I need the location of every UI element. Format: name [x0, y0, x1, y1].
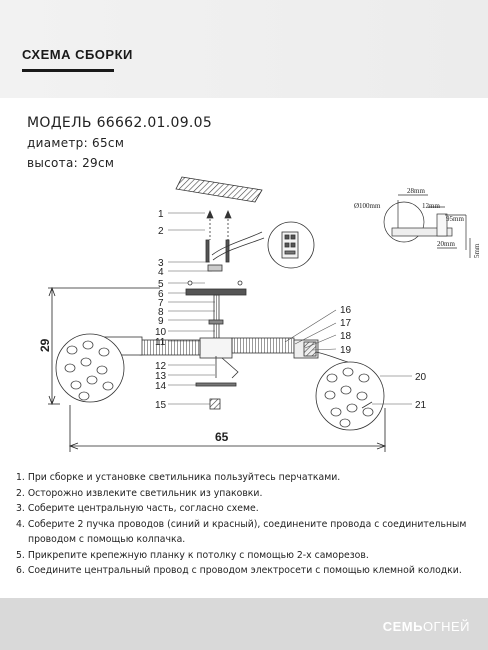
- width-dimension: 65: [215, 430, 229, 444]
- page-title: СХЕМА СБОРКИ: [22, 47, 133, 62]
- part-5: 5: [158, 279, 164, 290]
- brand-logo: [383, 619, 470, 634]
- instruction-item: 4. Соберите 2 пучка проводов (синий и красный), соединените провода с соединительным: [16, 518, 467, 530]
- instruction-item: 6. Соедините центральный провод с проводом электросети с помощью клемной колодки.: [16, 565, 462, 576]
- instruction-item: 5. Прикрепите крепежную планку к потолку с помощью 2-х саморезов.: [16, 549, 369, 561]
- right-arm: [232, 338, 384, 430]
- instruction-item: 3. Соберите центральную часть, согласно схеме.: [16, 503, 259, 514]
- model-label: МОДЕЛЬ 66662.01.09.05: [27, 115, 213, 131]
- height-dimension: 29: [38, 338, 52, 352]
- part-1: 1: [158, 209, 164, 220]
- part-11: 11: [155, 337, 166, 348]
- detail-dim-12: 12mm: [422, 202, 440, 210]
- instructions-list: [16, 470, 476, 579]
- part-19: 19: [340, 345, 352, 356]
- instruction-item: 2. Осторожно извлеките светильник из упаковки.: [16, 487, 263, 499]
- part-17: 17: [340, 318, 352, 329]
- part-7: 7: [158, 298, 164, 309]
- assembly-diagram: [0, 160, 488, 460]
- detail-dim-100: Ø100mm: [354, 202, 381, 210]
- part-13: 13: [155, 371, 167, 382]
- part-2: 2: [158, 226, 164, 237]
- brand-bold: СЕМЬ: [382, 619, 423, 634]
- detail-dim-5: 5mm: [473, 243, 481, 258]
- part-12: 12: [155, 361, 167, 372]
- height-label: высота: 29см: [27, 156, 115, 170]
- instruction-item: 1. При сборке и установке светильника пользуйтесь перчатками.: [16, 472, 341, 483]
- part-14: 14: [155, 381, 167, 392]
- detail-dim-28: 28mm: [407, 187, 425, 195]
- diameter-label: диаметр: 65см: [27, 136, 125, 150]
- screw-arrows: [207, 211, 231, 240]
- title-underline: [22, 69, 114, 72]
- detail-dim-95: 95mm: [446, 215, 464, 223]
- part-9: 9: [158, 316, 164, 327]
- part-16: 16: [340, 305, 352, 316]
- left-arm: [56, 334, 200, 402]
- part-4: 4: [158, 267, 164, 278]
- part-8: 8: [158, 307, 164, 318]
- ceiling-plate: [176, 177, 262, 202]
- part-10: 10: [155, 327, 167, 338]
- detail-magnifier: [268, 222, 314, 268]
- part-21: 21: [415, 400, 427, 411]
- part-20: 20: [415, 372, 427, 383]
- part-6: 6: [158, 289, 164, 300]
- brand-light: ОГНЕЙ: [422, 619, 470, 634]
- part-3: 3: [158, 258, 164, 269]
- part-15: 15: [155, 400, 167, 411]
- instruction-item: проводом с помощью колпачка.: [28, 534, 186, 545]
- central-assembly: [186, 232, 264, 409]
- detail-dim-20: 20mm: [437, 240, 455, 248]
- part-18: 18: [340, 331, 352, 342]
